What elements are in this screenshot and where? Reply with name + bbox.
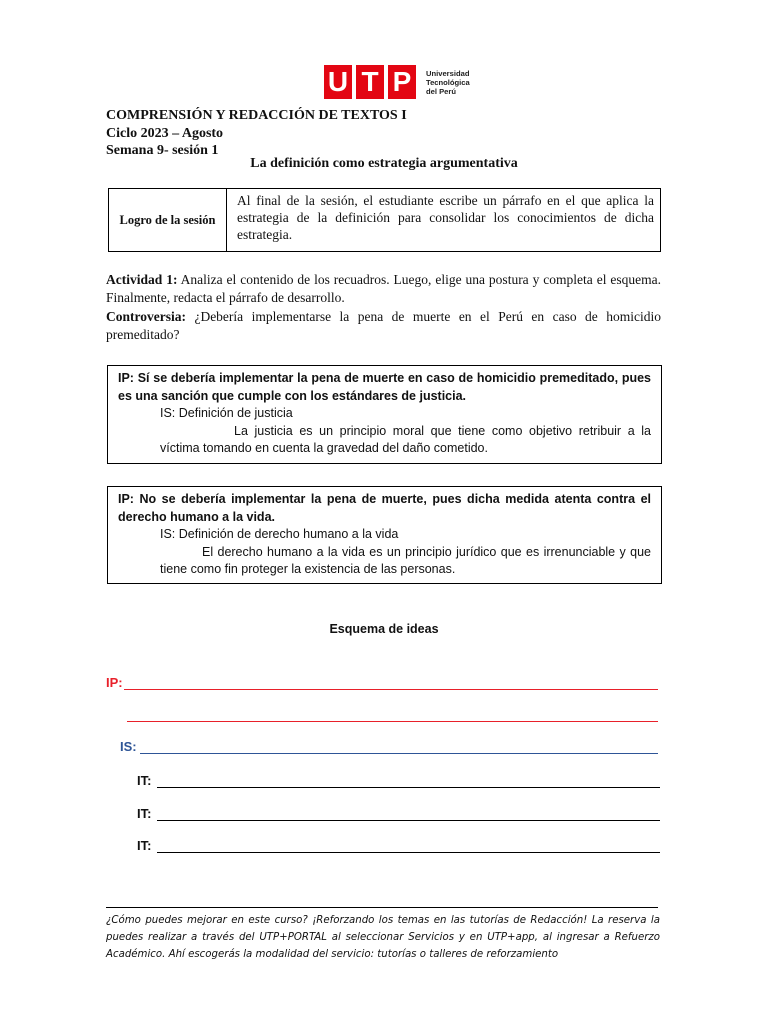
controversy-paragraph bbox=[106, 308, 661, 344]
controversy-text: ¿Debería implementarse la pena de muerte en el Perú en caso de homicidio premeditado? bbox=[106, 309, 661, 342]
definition-justice bbox=[118, 423, 651, 458]
scheme-ip-line-2[interactable] bbox=[127, 721, 658, 722]
footer-divider bbox=[106, 907, 658, 908]
scheme-ip-label: IP: bbox=[106, 675, 123, 690]
logo-text-line2: Tecnológica bbox=[426, 77, 470, 87]
scheme-it-line-2[interactable] bbox=[157, 820, 660, 821]
course-title: COMPRENSIÓN Y REDACCIÓN DE TEXTOS I bbox=[106, 108, 407, 123]
logo-text-line3: del Perú bbox=[426, 86, 456, 96]
main-idea-yes: IP: Sí se debería implementar la pena de muerte en caso de homicidio premeditado, pues es una sanción que cumple con los estándares de justicia. bbox=[118, 371, 651, 403]
logo-letter-p: P bbox=[388, 65, 416, 99]
logo-university-name bbox=[426, 69, 470, 96]
logo-text-line1: Universidad bbox=[426, 68, 470, 78]
scheme-ip-line-1[interactable] bbox=[124, 689, 658, 690]
utp-logo bbox=[324, 64, 470, 100]
scheme-is-label: IS: bbox=[120, 739, 137, 754]
scheme-it-label-3: IT: bbox=[137, 838, 152, 853]
secondary-idea-no: IS: Definición de derecho humano a la vida bbox=[160, 527, 399, 541]
session-goal-text: Al final de la sesión, el estudiante escribe un párrafo en el que aplica la estrategia de la definición para consolidar los conocimientos de dicha estrategia. bbox=[237, 193, 654, 242]
main-idea-no: IP: No se debería implementar la pena de muerte, pues dicha medida atenta contra el derecho humano a la vida. bbox=[118, 492, 651, 524]
week-label: Semana 9- sesión 1 bbox=[106, 143, 219, 158]
cycle-label: Ciclo 2023 – Agosto bbox=[106, 126, 224, 141]
scheme-is-line[interactable] bbox=[140, 753, 658, 754]
footer-note: ¿Cómo puedes mejorar en este curso? ¡Reforzando los temas en las tutorías de Redacción! La reserva la puedes realizar a través del UTP+PORTAL al seleccionar Servicios y en UTP+app, al ingresar a Refuerzo Académico. Ahí escogerás la modalidad del servicio: tutorías o talleres de reforzamiento bbox=[106, 915, 660, 960]
activity-text: Analiza el contenido de los recuadros. Luego, elige una postura y completa el esquema. Finalmente, redacta el párrafo de desarrollo. bbox=[106, 272, 661, 305]
session-goal-table bbox=[108, 188, 661, 252]
definition-right-to-life bbox=[118, 544, 651, 579]
logo-letter-u: U bbox=[324, 65, 352, 99]
position-box-yes bbox=[107, 365, 662, 464]
position-box-no bbox=[107, 486, 662, 584]
controversy-label: Controversia: bbox=[106, 309, 186, 324]
session-goal-label: Logro de la sesión bbox=[109, 189, 227, 251]
activity-paragraph bbox=[106, 271, 661, 307]
secondary-idea-yes: IS: Definición de justicia bbox=[160, 406, 293, 420]
scheme-it-line-1[interactable] bbox=[157, 787, 660, 788]
scheme-it-line-3[interactable] bbox=[157, 852, 660, 853]
definition-justice-text: La justicia es un principio moral que tiene como objetivo retribuir a la víctima tomando en cuenta la gravedad del daño cometido. bbox=[160, 423, 651, 455]
scheme-it-label-2: IT: bbox=[137, 806, 152, 821]
scheme-it-label-1: IT: bbox=[137, 773, 152, 788]
logo-letter-t: T bbox=[356, 65, 384, 99]
activity-label: Actividad 1: bbox=[106, 272, 178, 287]
session-title: La definición como estrategia argumentativa bbox=[250, 156, 518, 171]
definition-right-to-life-text: El derecho humano a la vida es un principio jurídico que es irrenunciable y que tiene como fin proteger la existencia de las personas. bbox=[160, 544, 651, 576]
idea-scheme-title: Esquema de ideas bbox=[329, 622, 439, 636]
